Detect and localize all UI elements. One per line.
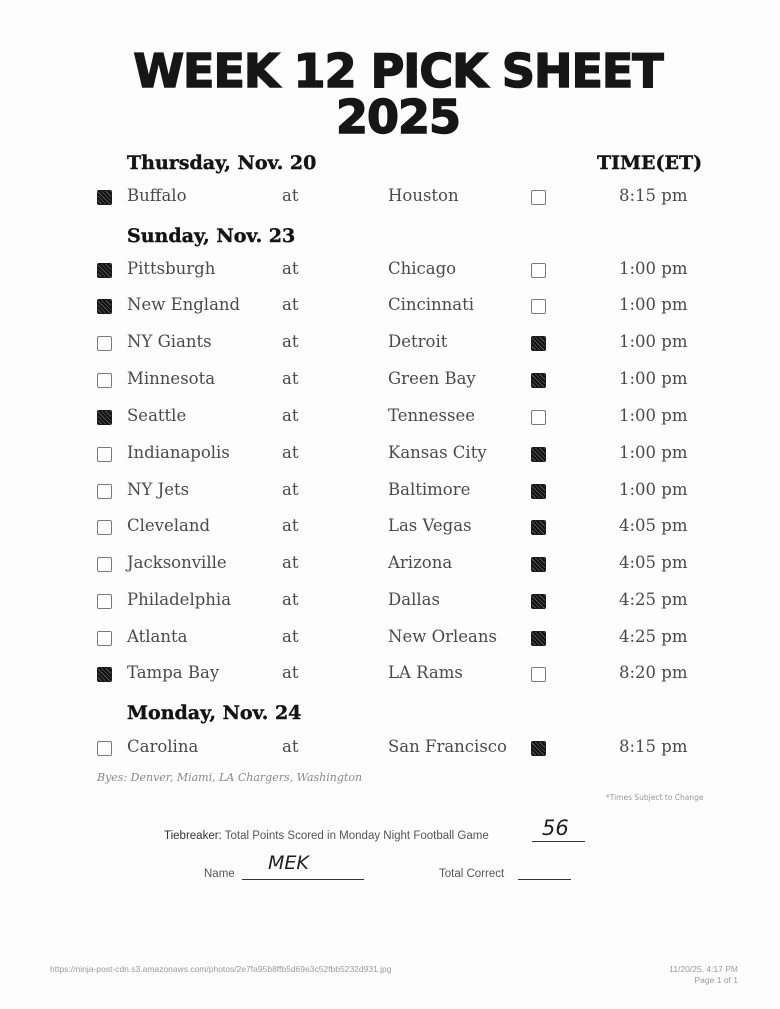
away-team: New England [127, 295, 241, 314]
at-label: at [282, 406, 299, 425]
home-team: Tennessee [388, 406, 475, 425]
game-time: 1:00 pm [619, 480, 688, 499]
game-time: 8:20 pm [619, 663, 688, 682]
day-header-monday: Monday, Nov. 24 [127, 702, 302, 724]
away-team: Tampa Bay [127, 663, 220, 682]
name-line[interactable] [242, 879, 364, 880]
tiebreaker-title: Tiebreaker: [164, 830, 222, 842]
away-team: Carolina [127, 737, 199, 756]
away-pick-checkbox[interactable] [97, 263, 112, 278]
game-row [0, 661, 780, 691]
times-subject-note: *Times Subject to Change [606, 793, 704, 802]
away-pick-checkbox[interactable] [97, 447, 112, 462]
away-team: Indianapolis [127, 443, 230, 462]
total-correct-line[interactable] [518, 879, 571, 880]
game-row [0, 367, 780, 397]
at-label: at [282, 590, 299, 609]
away-pick-checkbox[interactable] [97, 336, 112, 351]
home-pick-checkbox[interactable] [531, 667, 546, 682]
day-header-sunday: Sunday, Nov. 23 [127, 225, 296, 247]
tiebreaker-description: Total Points Scored in Monday Night Football Game [224, 830, 489, 842]
home-pick-checkbox[interactable] [531, 741, 546, 756]
away-pick-checkbox[interactable] [97, 667, 112, 682]
game-row [0, 441, 780, 471]
away-team: Atlanta [127, 627, 188, 646]
away-pick-checkbox[interactable] [97, 484, 112, 499]
home-team: Arizona [388, 553, 453, 572]
game-time: 1:00 pm [619, 332, 688, 351]
game-time: 4:05 pm [619, 553, 688, 572]
home-team: Houston [388, 186, 459, 205]
game-row [0, 514, 780, 544]
away-pick-checkbox[interactable] [97, 373, 112, 388]
game-time: 1:00 pm [619, 369, 688, 388]
away-team: Pittsburgh [127, 259, 216, 278]
home-team: Las Vegas [388, 516, 472, 535]
game-row [0, 551, 780, 581]
home-pick-checkbox[interactable] [531, 557, 546, 572]
at-label: at [282, 186, 299, 205]
home-team: New Orleans [388, 627, 497, 646]
away-team: NY Jets [127, 480, 190, 499]
home-team: LA Rams [388, 663, 463, 682]
time-column-header: TIME(ET) [597, 152, 703, 174]
game-row [0, 293, 780, 323]
name-label: Name [204, 868, 235, 880]
away-team: NY Giants [127, 332, 212, 351]
game-time: 1:00 pm [619, 295, 688, 314]
home-pick-checkbox[interactable] [531, 520, 546, 535]
sheet-year: 2025 [335, 90, 461, 144]
at-label: at [282, 443, 299, 462]
home-pick-checkbox[interactable] [531, 594, 546, 609]
away-pick-checkbox[interactable] [97, 557, 112, 572]
home-team: Green Bay [388, 369, 476, 388]
home-pick-checkbox[interactable] [531, 263, 546, 278]
home-pick-checkbox[interactable] [531, 447, 546, 462]
home-pick-checkbox[interactable] [531, 631, 546, 646]
away-team: Buffalo [127, 186, 187, 205]
home-pick-checkbox[interactable] [531, 410, 546, 425]
home-team: Chicago [388, 259, 457, 278]
game-row [0, 184, 780, 214]
game-time: 1:00 pm [619, 443, 688, 462]
total-correct-label: Total Correct [439, 868, 505, 880]
home-pick-checkbox[interactable] [531, 190, 546, 205]
away-team: Minnesota [127, 369, 216, 388]
away-team: Philadelphia [127, 590, 232, 609]
game-row [0, 478, 780, 508]
away-pick-checkbox[interactable] [97, 299, 112, 314]
game-row [0, 625, 780, 655]
away-pick-checkbox[interactable] [97, 410, 112, 425]
at-label: at [282, 295, 299, 314]
tiebreaker-line[interactable] [532, 841, 585, 842]
at-label: at [282, 369, 299, 388]
home-team: Detroit [388, 332, 448, 351]
game-time: 1:00 pm [619, 259, 688, 278]
footer-url: https://ninja-post-cdn.s3.amazonaws.com/photos/2e7fa95b8ffb5d69e3c52fbb5232d931.jpg [50, 964, 392, 974]
footer-page: Page 1 of 1 [694, 975, 738, 985]
home-pick-checkbox[interactable] [531, 373, 546, 388]
home-team: San Francisco [388, 737, 507, 756]
name-value[interactable]: MEK [268, 852, 309, 874]
away-pick-checkbox[interactable] [97, 741, 112, 756]
at-label: at [282, 553, 299, 572]
game-time: 4:05 pm [619, 516, 688, 535]
away-pick-checkbox[interactable] [97, 520, 112, 535]
away-pick-checkbox[interactable] [97, 631, 112, 646]
home-pick-checkbox[interactable] [531, 484, 546, 499]
home-team: Baltimore [388, 480, 471, 499]
game-row [0, 257, 780, 287]
at-label: at [282, 259, 299, 278]
game-row [0, 330, 780, 360]
away-pick-checkbox[interactable] [97, 190, 112, 205]
tiebreaker-label [164, 830, 489, 842]
away-team: Jacksonville [127, 553, 227, 572]
at-label: at [282, 663, 299, 682]
home-team: Cincinnati [388, 295, 475, 314]
home-team: Dallas [388, 590, 440, 609]
game-time: 1:00 pm [619, 406, 688, 425]
home-pick-checkbox[interactable] [531, 336, 546, 351]
at-label: at [282, 737, 299, 756]
game-time: 4:25 pm [619, 627, 688, 646]
home-team: Kansas City [388, 443, 487, 462]
away-pick-checkbox[interactable] [97, 594, 112, 609]
at-label: at [282, 332, 299, 351]
game-row [0, 588, 780, 618]
sheet-title: WEEK 12 PICK SHEET [133, 44, 663, 98]
at-label: at [282, 516, 299, 535]
away-team: Seattle [127, 406, 187, 425]
home-pick-checkbox[interactable] [531, 299, 546, 314]
footer-date: 11/20/25, 4:17 PM [669, 964, 738, 974]
game-time: 4:25 pm [619, 590, 688, 609]
away-team: Cleveland [127, 516, 211, 535]
game-time: 8:15 pm [619, 737, 688, 756]
at-label: at [282, 480, 299, 499]
game-time: 8:15 pm [619, 186, 688, 205]
byes-note: Byes: Denver, Miami, LA Chargers, Washington [97, 771, 363, 784]
game-row [0, 404, 780, 434]
tiebreaker-value[interactable]: 56 [542, 816, 569, 840]
day-header-thursday: Thursday, Nov. 20 [127, 152, 317, 174]
game-row [0, 735, 780, 765]
at-label: at [282, 627, 299, 646]
